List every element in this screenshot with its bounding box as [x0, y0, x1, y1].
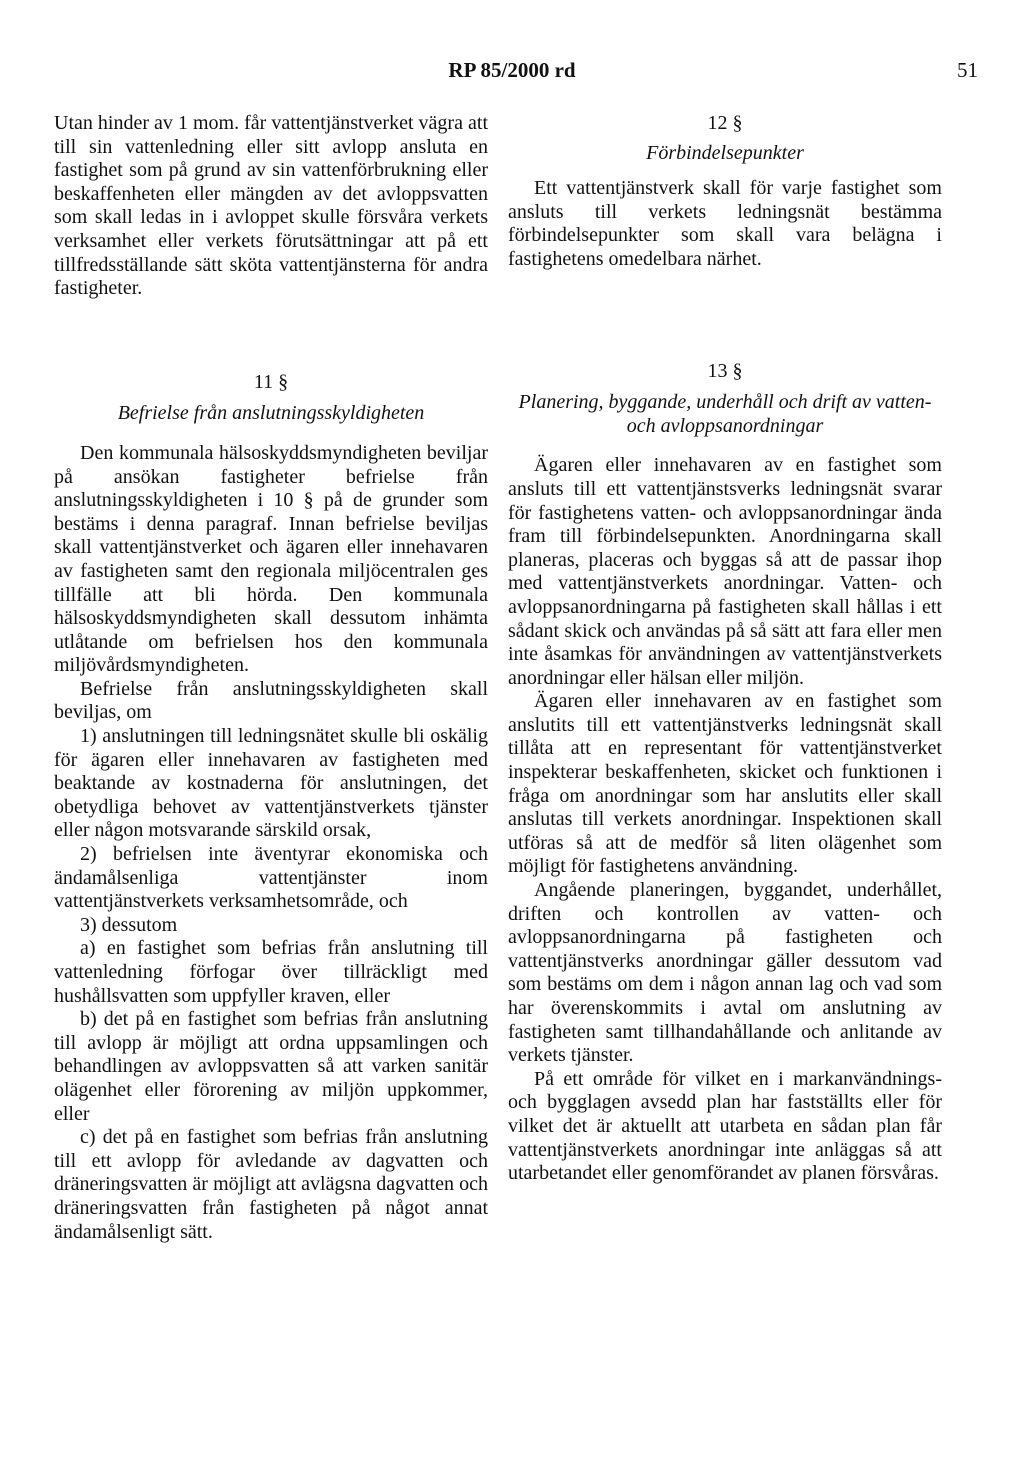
document-header-title: RP 85/2000 rd	[448, 58, 576, 82]
left-column	[54, 112, 488, 1244]
section-12-number: 12 §	[707, 112, 743, 134]
section-12-paragraph: Ett vattentjänstverk skall för varje fastighet som ansluts till verkets ledningsnät bestämma förbindelsepunkter som skall vara belägna i fastighetens omedelbara närhet.	[508, 177, 942, 270]
section-13-paragraph: Angående planeringen, byggandet, underhållet, driften och kontrollen av vatten- och avloppsanordningarna på fastigheten och vattentjänstverks anordningar gäller dessutom vad som bestäms om dem i någon annan lag och vad som har överenskommits i avtal om anslutning av fastigheten samt tillhandahållande och anlitande av verkets tjänster.	[508, 879, 942, 1067]
section-13-title: Planering, byggande, underhåll och drift av vatten- och avloppsanordningar	[518, 391, 932, 437]
section-11-sub-item: a) en fastighet som befrias från anslutning till vattenledning förfogar över tillräckligt med hushållsvatten som uppfyller kraven, eller	[54, 937, 488, 1007]
section-12-title: Förbindelsepunkter	[646, 141, 804, 164]
section-11-sub-item: c) det på en fastighet som befrias från anslutning till ett avlopp för avledande av dagvatten och dräneringsvatten är möjligt att avlägsna dagvatten och dräneringsvatten från fastigheten på något annat ändamålsenligt sätt.	[54, 1126, 488, 1243]
section-11-title: Befrielse från anslutningsskyldigheten	[117, 402, 425, 425]
section-11-list-item: 1) anslutningen till ledningsnätet skulle bli oskälig för ägaren eller innehavaren av fastigheten med beaktande av kostnaderna för anslutningen, det obetydliga behovet av vattentjänstverkets tjänster eller någon motsvarande särskild orsak,	[54, 725, 488, 842]
intro-paragraph: Utan hinder av 1 mom. får vattentjänstverket vägra att till sin vattenledning eller sitt avlopp ansluta en fastighet som på grund av sin vattenförbrukning eller beskaffenheten eller mängden av det avloppsvatten som skall ledas in i avloppet skulle försvåra verkets verksamhet eller verkets förutsättningar att på ett tillfredsställande sätt sköta vattentjänsterna för andra fastigheter.	[54, 112, 488, 300]
right-column	[508, 112, 942, 1186]
section-11-sub-item: b) det på en fastighet som befrias från anslutning till avlopp är möjligt att ordna uppsamlingen och behandlingen av avloppsvatten så att varken sanitär olägenhet eller förorening av miljön uppkommer, eller	[54, 1008, 488, 1125]
section-11-list-item: 3) dessutom	[80, 913, 178, 936]
section-13-number: 13 §	[707, 359, 743, 382]
section-11-number: 11 §	[253, 370, 289, 393]
section-13-paragraph: På ett område för vilket en i markanvändnings- och bygglagen avsedd plan har fastställts eller för vilket det är aktuellt att utarbeta en sådan plan får vattentjänstverkets anordningar inte anläggas så att utarbetandet eller genomförandet av planen försvåras.	[508, 1067, 942, 1185]
section-13-paragraph: Ägaren eller innehavaren av en fastighet som anslutits till ett vattentjänstverks ledningsnät skall tillåta att en representant för vattentjänstverket inspekterar beskaffenheten, skicket och funktionen i fråga om anordningar som har anslutits eller skall anslutas till verkets anordningar. Inspektionen skall utföras så att de medför så liten olägenhet som möjligt för fastighetens användning.	[508, 690, 942, 878]
page-number: 51	[957, 58, 978, 82]
section-13-paragraph: Ägaren eller innehavaren av en fastighet som ansluts till ett vattentjänstsverks ledningsnät svarar för fastighetens vatten- och avloppsanordningar ända fram till förbindelsepunkten. Anordningarna skall planeras, placeras och byggas så att de passar ihop med vattentjänstverkets anordningar. Vatten- och avloppsanordningarna på fastigheten skall hållas i ett sådant skick och användas på så sätt att fara eller men inte åsamkas för användningen av vattentjänstverkets anordningar eller hälsan eller miljön.	[508, 454, 942, 689]
section-11-list-item: 2) befrielsen inte äventyrar ekonomiska och ändamålsenliga vattentjänster inom vattentjänstverkets verksamhetsområde, och	[54, 843, 488, 913]
section-11-paragraph: Befrielse från anslutningsskyldigheten skall beviljas, om	[54, 677, 488, 724]
section-11-paragraph: Den kommunala hälsoskyddsmyndigheten beviljar på ansökan fastigheter befrielse från anslutningsskyldigheten i 10 § på de grunder som bestäms i denna paragraf. Innan befrielse beviljas skall vattentjänstverket och ägaren eller innehavaren av fastigheten samt den regionala miljöcentralen ges tillfälle att bli hörda. Den kommunala hälsoskyddsmyndigheten skall dessutom inhämta utlåtande om befrielsen hos den kommunala miljövårdsmyndigheten.	[54, 441, 488, 677]
